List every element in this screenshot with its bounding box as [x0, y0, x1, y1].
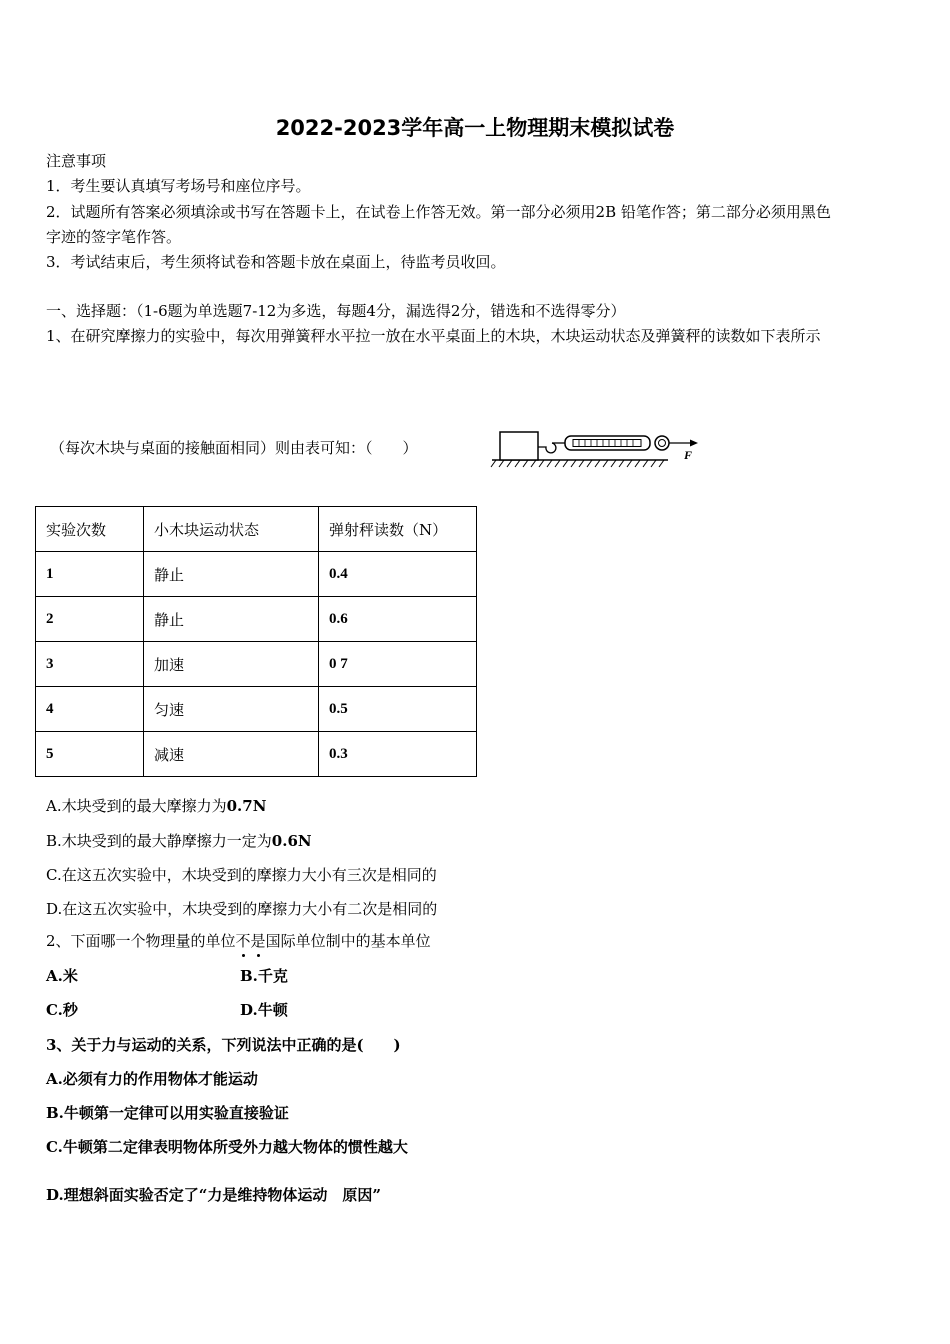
q1-option-c: C.在这五次实验中，木块受到的摩擦力大小有三次是相同的: [46, 866, 437, 884]
table-header: 小木块运动状态: [144, 507, 319, 552]
table-cell: 匀速: [144, 687, 319, 732]
table-cell: 静止: [144, 552, 319, 597]
q3-stem: 3、关于力与运动的关系，下列说法中正确的是( ): [46, 1036, 401, 1054]
option-text: B.木块受到的最大静摩擦力一定为: [46, 832, 272, 850]
emphasis-dot: [242, 954, 245, 957]
surface-hatching: [491, 460, 664, 467]
notice-item-2: 2．试题所有答案必须填涂或书写在答题卡上，在试卷上作答无效。第一部分必须用2B 铅笔作答；第二部分必须用黑色: [46, 203, 831, 221]
q1-stem: 1、在研究摩擦力的实验中，每次用弹簧秤水平拉一放在水平桌面上的木块，木块运动状态及弹簧秤的读数如下表所示: [46, 327, 821, 345]
emphasis-dot: [257, 954, 260, 957]
table-cell: 0.6: [319, 597, 477, 642]
q2-option-c: C.秒: [46, 1001, 78, 1019]
table-header-row: [36, 507, 477, 552]
q2-emphasis-text: 不是: [235, 932, 266, 950]
option-text: A.木块受到的最大摩擦力为: [46, 797, 227, 815]
table-cell: 0.4: [319, 552, 477, 597]
table-cell: 2: [36, 597, 144, 642]
table-cell: 静止: [144, 597, 319, 642]
q2-stem: [46, 931, 431, 951]
spring-scale-diagram: [490, 427, 705, 471]
table-cell: 0.5: [319, 687, 477, 732]
notice-item-1: 1．考生要认真填写考场号和座位序号。: [46, 177, 311, 195]
table-row: [36, 642, 477, 687]
q2-option-b: B.千克: [240, 967, 288, 985]
experiment-table: [35, 506, 477, 777]
q2-stem-emphasis: [236, 932, 266, 950]
table-header: 实验次数: [36, 507, 144, 552]
q2-option-d: D.牛顿: [240, 1001, 288, 1019]
q1-option-d: D.在这五次实验中，木块受到的摩擦力大小有二次是相同的: [46, 900, 438, 918]
hook: [538, 443, 556, 453]
table-row: [36, 732, 477, 777]
table-cell: 加速: [144, 642, 319, 687]
section-heading: 一、选择题：（1-6题为单选题7-12为多选，每题4分，漏选得2分，错选和不选得零分）: [46, 302, 626, 320]
q1-option-b: [46, 831, 312, 851]
table-cell: 减速: [144, 732, 319, 777]
q2-stem-part: 国际单位制中的基本单位: [265, 932, 431, 950]
q1-option-a: [46, 796, 266, 816]
table-cell: 0.3: [319, 732, 477, 777]
table-row: [36, 552, 477, 597]
table-row: [36, 687, 477, 732]
option-value: 0.7N: [226, 797, 267, 815]
notice-item-2-cont: 字迹的签字笔作答。: [46, 228, 182, 246]
option-value: 0.6N: [271, 832, 312, 850]
table-cell: 1: [36, 552, 144, 597]
table-cell: 0 7: [319, 642, 477, 687]
table-header: 弹射秤读数（N）: [319, 507, 477, 552]
q3-option-b: B.牛顿第一定律可以用实验直接验证: [46, 1104, 289, 1122]
page-title: 2022-2023学年高一上物理期末模拟试卷: [275, 116, 675, 140]
q2-option-a: A.米: [46, 967, 78, 985]
q3-option-c: C.牛顿第二定律表明物体所受外力越大物体的惯性越大: [46, 1138, 408, 1156]
q2-stem-part: 2、下面哪一个物理量的单位: [46, 932, 236, 950]
notice-heading: 注意事项: [46, 152, 107, 170]
q3-option-a: A.必须有力的作用物体才能运动: [46, 1070, 258, 1088]
force-label: F: [684, 448, 693, 462]
table-cell: 3: [36, 642, 144, 687]
q1-stem-cont: （每次木块与桌面的接触面相同）则由表可知：（ ）: [50, 439, 418, 457]
table-cell: 4: [36, 687, 144, 732]
table-row: [36, 597, 477, 642]
notice-item-3: 3．考试结束后，考生须将试卷和答题卡放在桌面上，待监考员收回。: [46, 253, 506, 271]
q3-option-d: D.理想斜面实验否定了“力是维持物体运动 原因”: [46, 1186, 381, 1204]
table-cell: 5: [36, 732, 144, 777]
wooden-block: [500, 432, 538, 460]
